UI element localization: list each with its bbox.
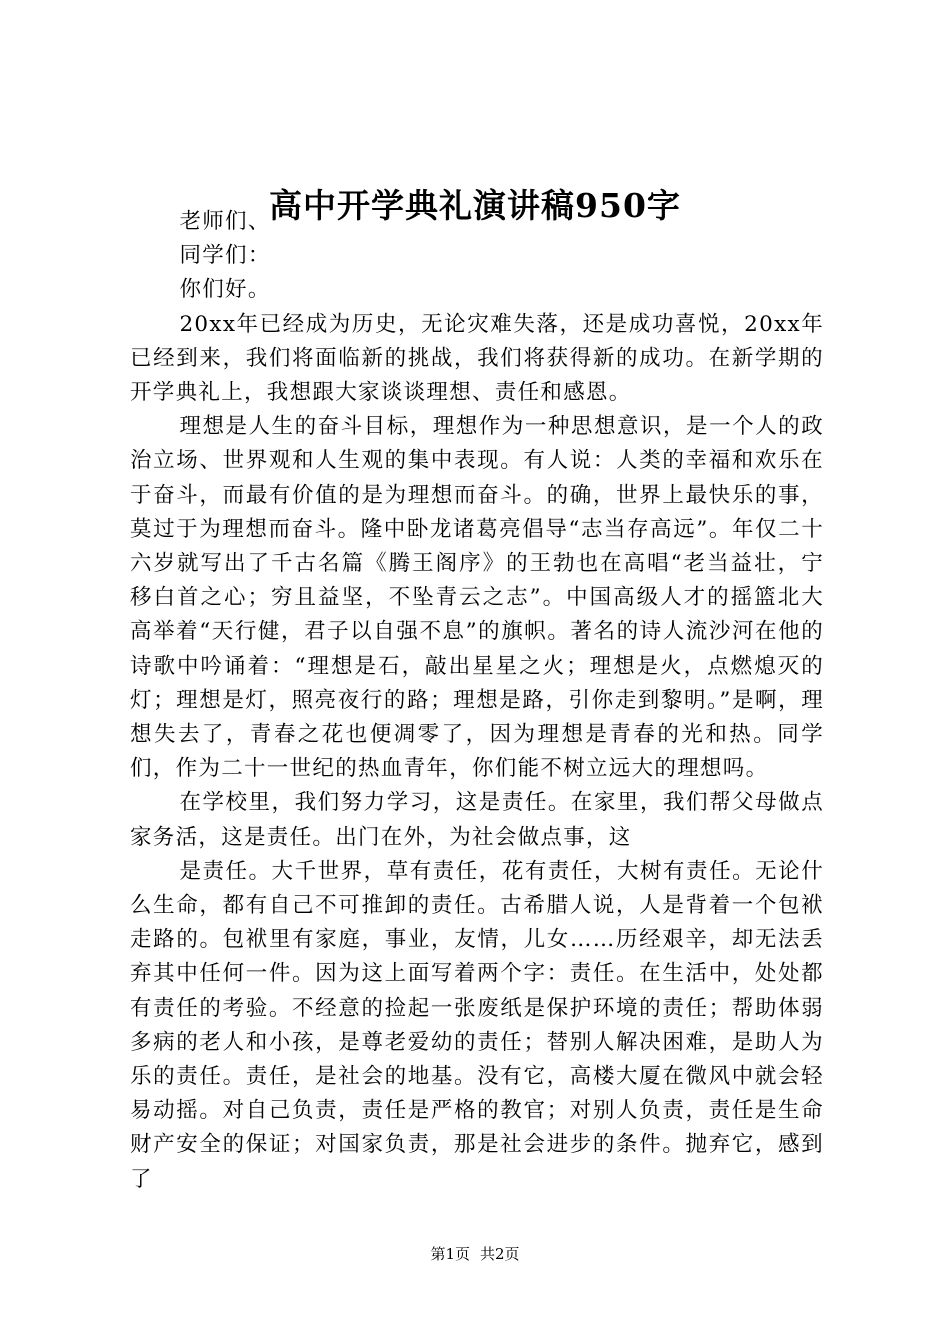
page-number: 第1页: [430, 1245, 470, 1263]
document-body: [130, 205, 824, 1197]
greeting-line: 同学们：: [179, 243, 271, 269]
greeting-line: 你们好。: [179, 277, 271, 303]
greeting-line: 老师们、: [179, 209, 271, 234]
page-footer: [0, 1243, 950, 1265]
body-paragraph: 在学校里，我们努力学习，这是责任。在家里，我们帮父母做点家务活，这是责任。出门在外，为社会做点事，这: [130, 790, 824, 850]
document-title: 高中开学典礼演讲稿950字: [269, 186, 681, 225]
body-paragraph: 是责任。大千世界，草有责任，花有责任，大树有责任。无论什么生命，都有自己不可推卸的责任。古希腊人说，人是背着一个包袱走路的。包袱里有家庭，事业，友情，儿女……历经艰辛，却无法丢弃其中任何一件。因为这上面写着两个字：责任。在生活中，处处都有责任的考验。不经意的捡起一张废纸是保护环境的责任；帮助体弱多病的老人和小孩，是尊老爱幼的责任；替别人解决困难，是助人为乐的责任。责任，是社会的地基。没有它，高楼大厦在微风中就会轻易动摇。对自己负责，责任是严格的教官；对别人负责，责任是生命财产安全的保证；对国家负责，那是社会进步的条件。抛弃它，感到了: [130, 858, 824, 1192]
body-paragraph: 理想是人生的奋斗目标，理想作为一种思想意识，是一个人的政治立场、世界观和人生观的集中表现。有人说：人类的幸福和欢乐在于奋斗，而最有价值的是为理想而奋斗。的确，世界上最快乐的事，莫过于为理想而奋斗。隆中卧龙诸葛亮倡导“志当存高远”。年仅二十六岁就写出了千古名篇《腾王阁序》的王勃也在高唱“老当益壮，宁移白首之心；穷且益坚，不坠青云之志”。中国高级人才的摇篮北大高举着“天行健，君子以自强不息”的旗帜。著名的诗人流沙河在他的诗歌中吟诵着：“理想是石，敲出星星之火；理想是火，点燃熄灭的灯；理想是灯，照亮夜行的路；理想是路，引你走到黎明。”是啊，理想失去了，青春之花也便凋零了，因为理想是青春的光和热。同学们，作为二十一世纪的热血青年，你们能不树立远大的理想吗。: [130, 414, 824, 782]
body-paragraph: 20xx年已经成为历史，无论灾难失落，还是成功喜悦，20xx年已经到来，我们将面临新的挑战，我们将获得新的成功。在新学期的开学典礼上，我想跟大家谈谈理想、责任和感恩。: [130, 311, 824, 406]
page-total: 共2页: [480, 1245, 520, 1263]
